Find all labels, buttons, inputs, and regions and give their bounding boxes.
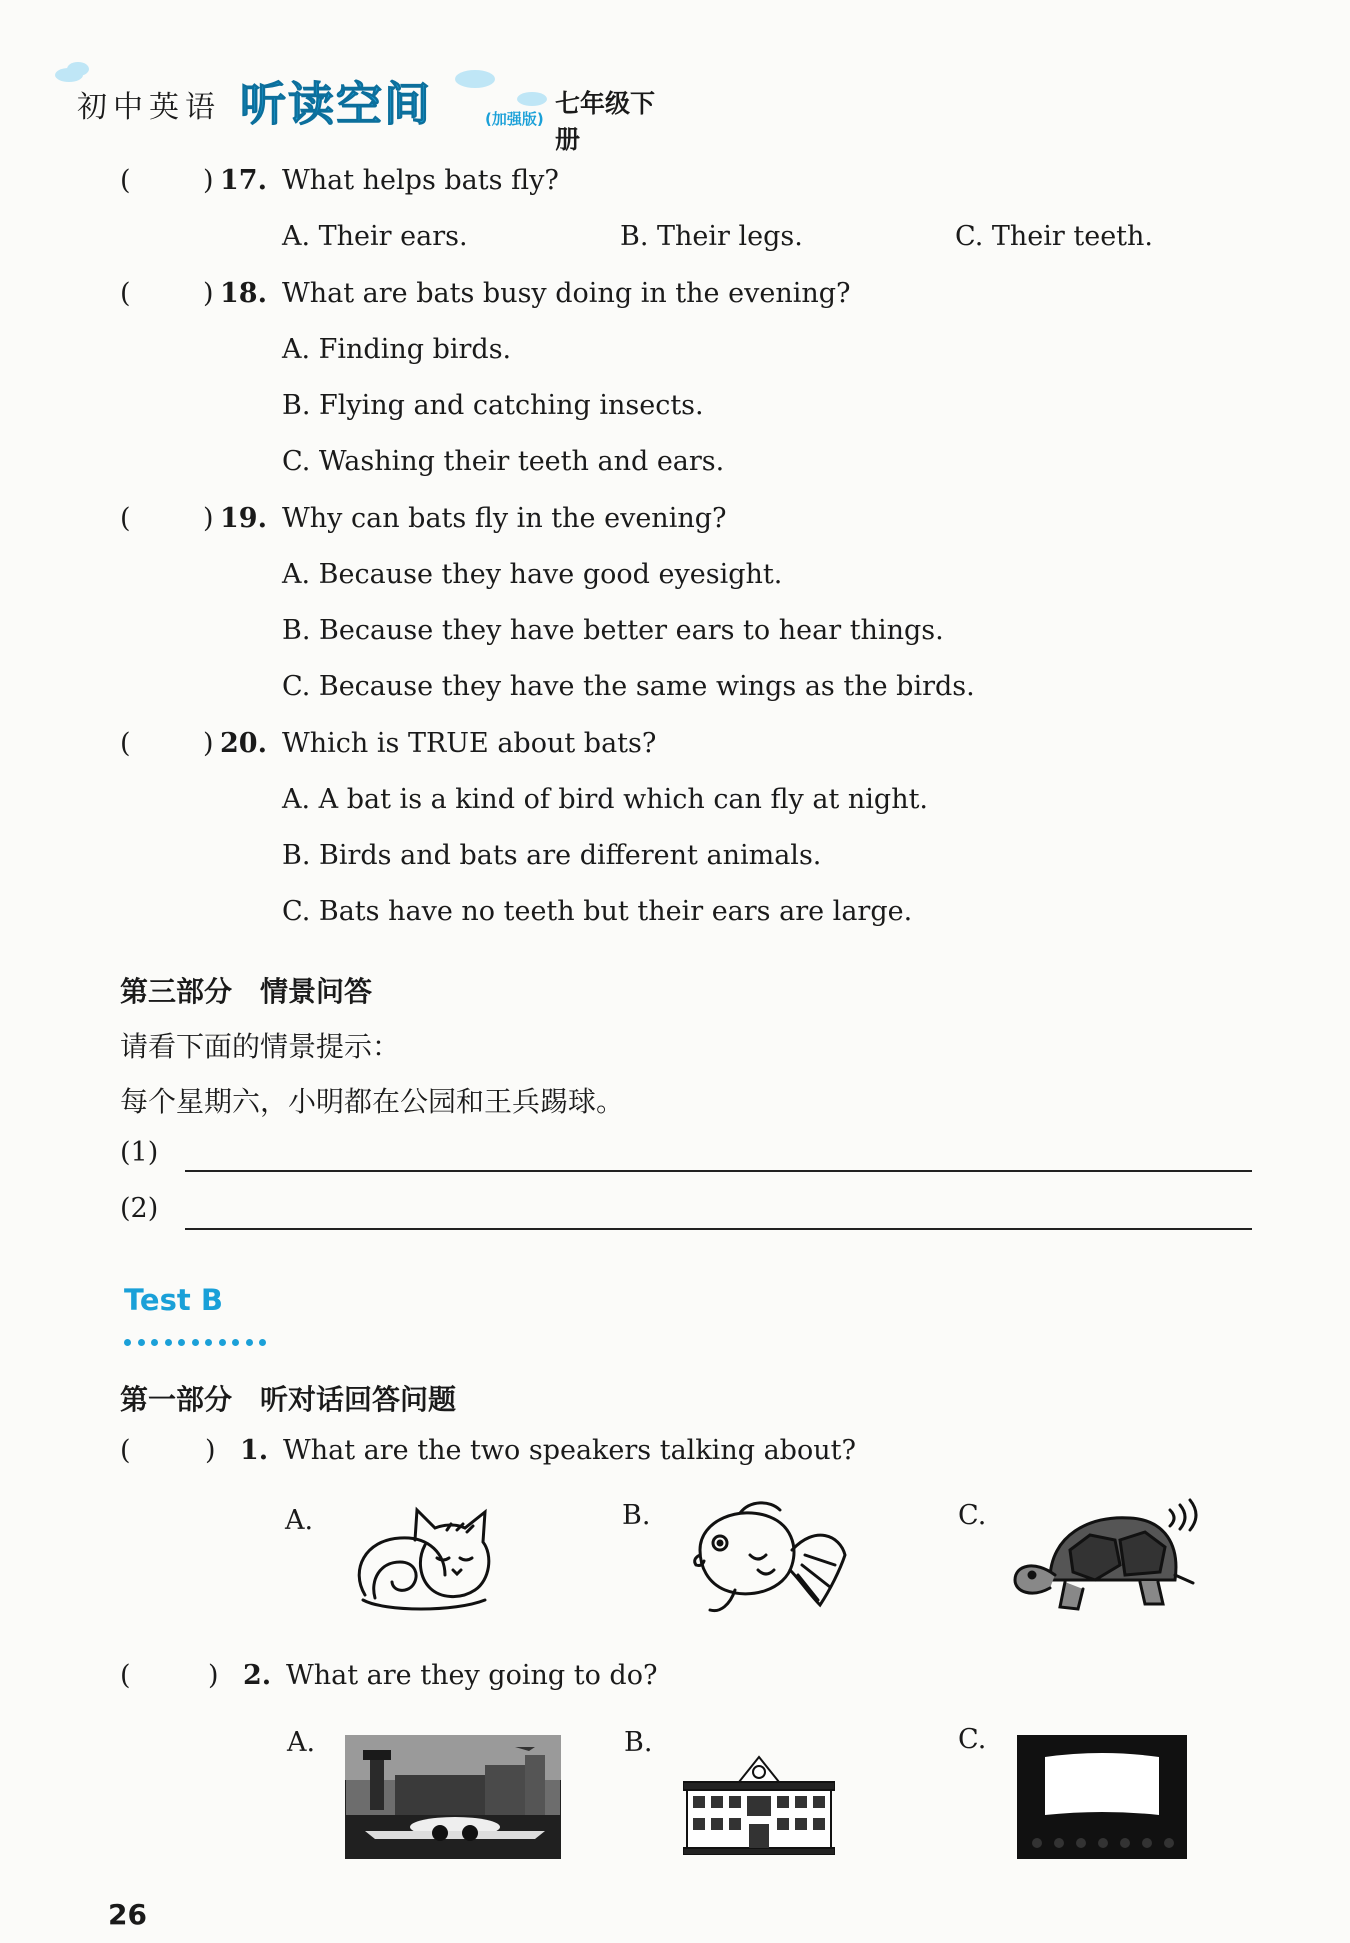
- option-c: C. Bats have no teeth but their ears are large.: [282, 896, 913, 927]
- picture-label-c: C.: [958, 1500, 987, 1531]
- answer-paren-open: (: [120, 1660, 131, 1691]
- answer-paren-close: ): [203, 728, 214, 759]
- question-number: 1.: [240, 1435, 269, 1466]
- picture-label-c: C.: [958, 1724, 987, 1755]
- answer-paren-close: ): [203, 278, 214, 309]
- picture-label-b: B.: [624, 1727, 653, 1758]
- question-text: Which is TRUE about bats?: [282, 728, 657, 759]
- cloud-decoration: [455, 70, 495, 88]
- part3-heading: 第三部分 情景问答: [120, 975, 373, 1008]
- answer-line-1[interactable]: [185, 1170, 1252, 1172]
- header-subject: 初中英语: [77, 90, 221, 125]
- option-c: C. Their teeth.: [955, 221, 1153, 252]
- blank-label-2: (2): [120, 1193, 159, 1224]
- option-a: A. Because they have good eyesight.: [282, 559, 783, 590]
- cinema-screen-icon[interactable]: [1017, 1735, 1187, 1859]
- answer-paren-open: (: [120, 503, 131, 534]
- question-number: 20.: [220, 728, 267, 759]
- question-number: 19.: [220, 503, 267, 534]
- blank-label-1: (1): [120, 1137, 159, 1168]
- question-number: 18.: [220, 278, 267, 309]
- school-building-icon[interactable]: [683, 1752, 835, 1855]
- question-text: What are they going to do?: [286, 1660, 658, 1691]
- question-text: Why can bats fly in the evening?: [282, 503, 727, 534]
- question-number: 2.: [243, 1660, 272, 1691]
- cloud-decoration: [67, 62, 89, 76]
- option-a: A. A bat is a kind of bird which can fly at night.: [282, 784, 929, 815]
- answer-paren-open: (: [120, 165, 131, 196]
- option-b: B. Because they have better ears to hear things.: [282, 615, 944, 646]
- cloud-decoration: [517, 92, 547, 106]
- picture-label-a: A.: [285, 1505, 314, 1536]
- option-c: C. Washing their teeth and ears.: [282, 446, 725, 477]
- option-a: A. Finding birds.: [282, 334, 512, 365]
- option-a: A. Their ears.: [282, 221, 468, 252]
- header-brand: 听读空间: [240, 77, 432, 131]
- picture-label-b: B.: [622, 1500, 651, 1531]
- part1-heading: 第一部分 听对话回答问题: [120, 1383, 457, 1416]
- page-number: 26: [108, 1898, 147, 1931]
- answer-paren-close: ): [205, 1435, 216, 1466]
- picture-label-a: A.: [287, 1727, 316, 1758]
- section-title: Test B: [124, 1283, 223, 1317]
- page-header: [55, 60, 675, 154]
- answer-paren-open: (: [120, 1435, 131, 1466]
- answer-line-2[interactable]: [185, 1228, 1252, 1230]
- answer-paren-open: (: [120, 728, 131, 759]
- option-c: C. Because they have the same wings as the birds.: [282, 671, 975, 702]
- question-text: What are bats busy doing in the evening?: [282, 278, 851, 309]
- airport-icon[interactable]: [345, 1735, 561, 1859]
- question-text: What helps bats fly?: [282, 165, 559, 196]
- question-number: 17.: [220, 165, 267, 196]
- header-edition: (加强版): [485, 110, 544, 128]
- header-grade: 七年级下册: [555, 89, 656, 154]
- cat-icon[interactable]: [345, 1500, 505, 1620]
- option-b: B. Birds and bats are different animals.: [282, 840, 822, 871]
- turtle-icon[interactable]: [1010, 1490, 1210, 1625]
- dotted-underline: [124, 1331, 273, 1350]
- part3-scenario: 每个星期六，小明都在公园和王兵踢球。: [120, 1085, 625, 1118]
- answer-paren-close: ): [203, 503, 214, 534]
- answer-paren-close: ): [208, 1660, 219, 1691]
- question-text: What are the two speakers talking about?: [283, 1435, 856, 1466]
- option-b: B. Flying and catching insects.: [282, 390, 704, 421]
- answer-paren-close: ): [203, 165, 214, 196]
- part3-prompt: 请看下面的情景提示：: [120, 1030, 401, 1063]
- goldfish-icon[interactable]: [680, 1495, 850, 1620]
- answer-paren-open: (: [120, 278, 131, 309]
- option-b: B. Their legs.: [620, 221, 803, 252]
